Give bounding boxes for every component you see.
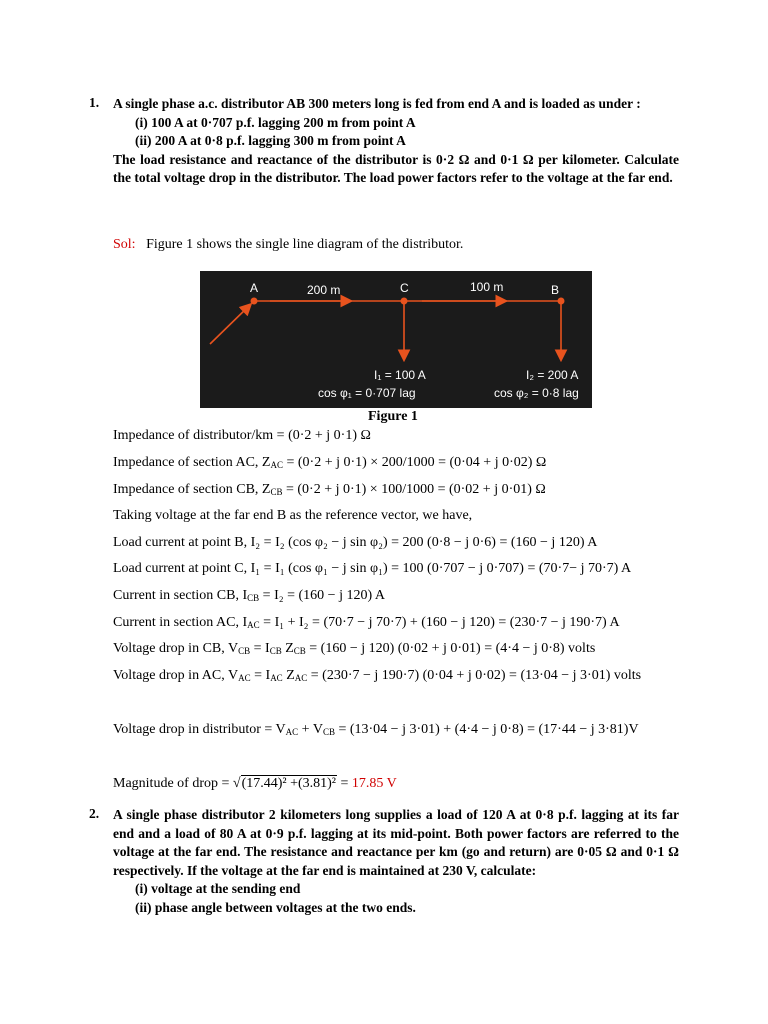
magnitude-of-drop: Magnitude of drop = √(17.44)² +(3.81)² = 17.85 V — [113, 776, 397, 791]
question-2 — [113, 806, 679, 917]
question-1 — [113, 95, 679, 188]
voltage-drop-distributor: Voltage drop in distributor = $V_{AC} + V_{CB} = (13\cdot 04 - j$ 3·01) + (4·4 − j 0·8) = (17·44 − j 3·81)V — [113, 722, 639, 737]
label-b: B — [551, 283, 560, 297]
label-pf-2: cos φ₂ = 0·8 lag — [494, 386, 579, 400]
feed-arrow — [210, 305, 250, 344]
question-2-text: A single phase distributor 2 kilometers long supplies a load of 120 A at 0·8 p.f. lagging at its far end and a load of 80 A at 0·9 p.f. lagging at its mid-point. Both power factors are referred to the voltage at the far end. The resistance and reactance per km (go and return) are 0·05 Ω and 0·1 Ω respectively. If the voltage at the far end is maintained at 230 V, calculate: — [113, 807, 679, 878]
label-pf-1: cos φ₁ = 0·707 lag — [318, 386, 416, 400]
impedance-cb: Impedance of section CB, $Z_{CB} = (0\cdot 2 + j$ 0·1) × 100/1000 = (0·02 + j 0·01) Ω — [113, 482, 546, 497]
voltage-drop-ac: Voltage drop in AC, $V_{AC} = I_{AC}$ $Z_{AC} = (230\cdot 7 - j$ 190·7) (0·04 + j 0·02) = (13·04 − j 3·01) volts — [113, 668, 642, 683]
current-ac: Current in section AC, $I_{AC} = I_1 + I_2 = (70\cdot 7 - j$ 70·7) + (160 − j 120) = (230·7 − j 190·7) A — [113, 615, 620, 630]
impedance-ac: Impedance of section AC, $Z_{AC} = (0\cdot 2 + j$ 0·1) × 200/1000 = (0·04 + j 0·02) Ω — [113, 455, 547, 470]
load-current-b: Load current at point B, I₂ = I₂ (cos φ₂ − j sin φ₂) = 200 (0·8 − j 0·6) = (160 − j 120) A — [113, 535, 598, 550]
node-a — [251, 298, 258, 305]
question-1-text: The load resistance and reactance of the distributor is 0·2 Ω and 0·1 Ω per kilometer. Calculate the total voltage drop in the distributor. The load power factors refer to the voltage at the far end. — [113, 151, 679, 185]
question-2-number: 2. — [89, 806, 100, 821]
drop-result: 17.85 V — [351, 776, 397, 791]
solution-intro — [113, 237, 463, 253]
sqrt-radicand: (17.44)² +(3.81)² — [241, 776, 337, 791]
label-distance-ac: 200 m — [307, 283, 341, 297]
question-2-item-1: (i) voltage at the sending end — [135, 881, 301, 896]
reference-statement: Taking voltage at the far end B as the reference vector, we have, — [113, 508, 473, 523]
voltage-drop-cb: Voltage drop in CB, $V_{CB} = I_{CB}$ $Z_{CB} = (160 - j$ 120) (0·02 + j 0·01) = (4·4 − j 0·8) volts — [113, 641, 596, 656]
question-1-load-2: (ii) 200 A at 0·8 p.f. lagging 300 m from point A — [135, 133, 406, 148]
distributor-diagram — [200, 271, 592, 408]
label-current-1: I₁ = 100 A — [374, 368, 426, 382]
impedance-per-km: Impedance of distributor/km = (0·2 + j 0·1) Ω — [113, 428, 371, 443]
node-c — [401, 298, 408, 305]
node-b — [558, 298, 565, 305]
figure-caption: Figure 1 — [368, 409, 418, 424]
question-2-item-2: (ii) phase angle between voltages at the two ends. — [135, 899, 416, 915]
solution-label: Sol: — [113, 237, 136, 252]
distributor-diagram-svg — [200, 271, 592, 408]
current-cb: Current in section CB, $I_{CB} = I_2 = (160 - j$ 120) A — [113, 588, 385, 603]
label-current-2: I₂ = 200 A — [526, 368, 579, 382]
question-1-number: 1. — [89, 95, 100, 110]
solution-text: Figure 1 shows the single line diagram of the distributor. — [146, 237, 464, 252]
label-distance-cb: 100 m — [470, 280, 504, 294]
question-1-load-1: (i) 100 A at 0·707 p.f. lagging 200 m from point A — [135, 114, 416, 130]
question-1-intro: A single phase a.c. distributor AB 300 meters long is fed from end A and is loaded as under : — [113, 96, 641, 111]
label-a: A — [250, 281, 259, 295]
load-current-c: Load current at point C, I₁ = I₁ (cos φ₁ − j sin φ₁) = 100 (0·707 − j 0·707) = (70·7− j 70·7) A — [113, 561, 632, 576]
label-c: C — [400, 281, 409, 295]
